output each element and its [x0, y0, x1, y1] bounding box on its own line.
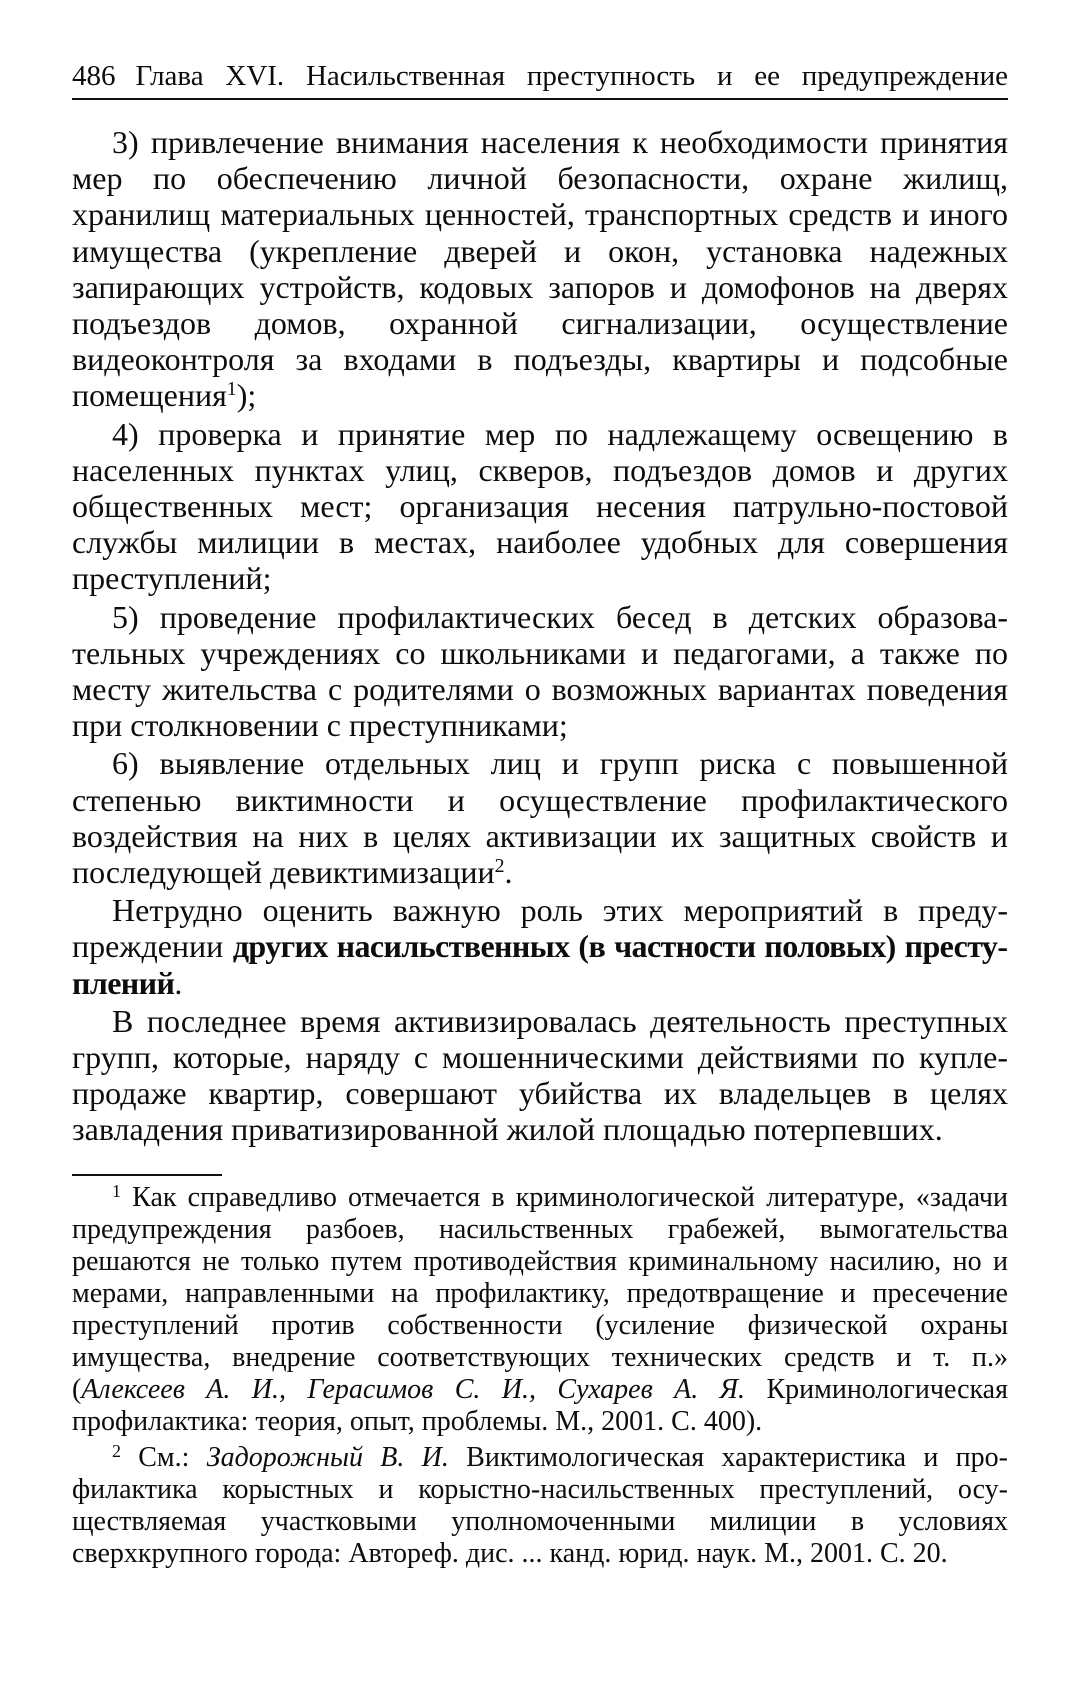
- page-number: 486: [72, 60, 116, 92]
- chapter-title: Глава XVI. Насильственная преступность и ее предупреждение: [135, 60, 1008, 92]
- footnote-1: [72, 1182, 1008, 1438]
- footnote-2-source: Виктимологическая характеристика и профилактика корыстных и корыстно-насильственных преступлений, осуществляемая участковыми уполномоченными милиции в условиях сверхкрупного города: Автореф. дис. ... канд. юрид. наук. М., 2001. С. 20.: [72, 1441, 1008, 1569]
- list-item-4: 4) проверка и принятие мер по надлежащему освещению в населенных пунктах улиц, скверов, подъездов домов и других общественных мест; организация несения патрульно-постовой службы милиции в местах, наиболее удобных для совершения преступлений;: [72, 415, 1008, 597]
- list-item-3: [72, 124, 1008, 414]
- list-item-6: [72, 745, 1008, 890]
- paragraph-role-emphasis: других насильственных (в частности половых) преступлений: [72, 928, 1008, 1001]
- list-item-3-tail: );: [236, 377, 257, 414]
- paragraph-recent: В последнее время активизировалась деятельность преступных групп, которые, наряду с мошенническими действиями по купле-продаже квартир, совершают убийства их владельцев в целях завладения приватизированной жилой площадью потерпевших.: [72, 1002, 1008, 1148]
- footnote-1-authors: Алексеев А. И., Герасимов С. И., Сухарев А. Я.: [81, 1373, 746, 1405]
- footnote-ref-2: 2: [494, 855, 505, 878]
- paragraph-role-tail: .: [174, 964, 183, 1001]
- footnote-2-author: Задорожный В. И.: [206, 1441, 449, 1473]
- list-item-3-text: 3) привлечение внимания населения к необходимости принятия мер по обеспечению личной безопасности, охране жилищ, хранилищ материальных ценностей, транспортных средств и иного имущества (укрепление дверей и окон, установка надежных запирающих устройств, кодовых запоров и домофонов на дверях подъездов домов, охранной сигнализации, осуществление видеоконтроля за входами в подъезды, квартиры и подсобные помещения: [72, 124, 1008, 414]
- list-item-6-tail: .: [504, 854, 513, 891]
- footnote-1-source: Криминологическая профилактика: теория, опыт, проблемы. М., 2001. С. 400).: [72, 1373, 1008, 1437]
- main-text: [72, 124, 1008, 1148]
- footnote-2: [72, 1442, 1008, 1570]
- paragraph-role: [72, 892, 1008, 1001]
- footnote-2-prefix: См.:: [120, 1441, 207, 1473]
- paragraph-role-text: Нетрудно оценить важную роль этих мероприятий в предупреждении: [72, 892, 1008, 965]
- book-page: [72, 58, 1008, 1570]
- list-item-5: 5) проведение профилактических бесед в детских образовательных учреждениях со школьниками и педагогами, а также по месту жительства с родителями о возможных вариантах поведения при столкновении с преступниками;: [72, 598, 1008, 744]
- footnote-2-marker: 2: [112, 1440, 121, 1461]
- footnote-1-text: Как справедливо отмечается в криминологической литературе, «задачи предупреждения разбоев, насильственных грабежей, вымогательства решаются не только путем противодействия криминальному насилию, но и мерами, направленными на профилактику, предотвращение и пресечение преступлений против собственности (усиление физической охраны имущества, внедрение соответствующих технических средств и т. п.» (: [72, 1181, 1008, 1405]
- footnote-ref-1: 1: [226, 378, 237, 401]
- footnote-divider: [72, 1174, 222, 1176]
- footnotes: [72, 1182, 1008, 1570]
- list-item-6-text: 6) выявление отдельных лиц и групп риска с повышенной степенью виктимности и осуществление профилактического воздействия на них в целях активизации их защитных свойств и последующей девиктимизации: [72, 745, 1008, 891]
- footnote-1-marker: 1: [112, 1180, 121, 1201]
- running-head: [72, 58, 1008, 100]
